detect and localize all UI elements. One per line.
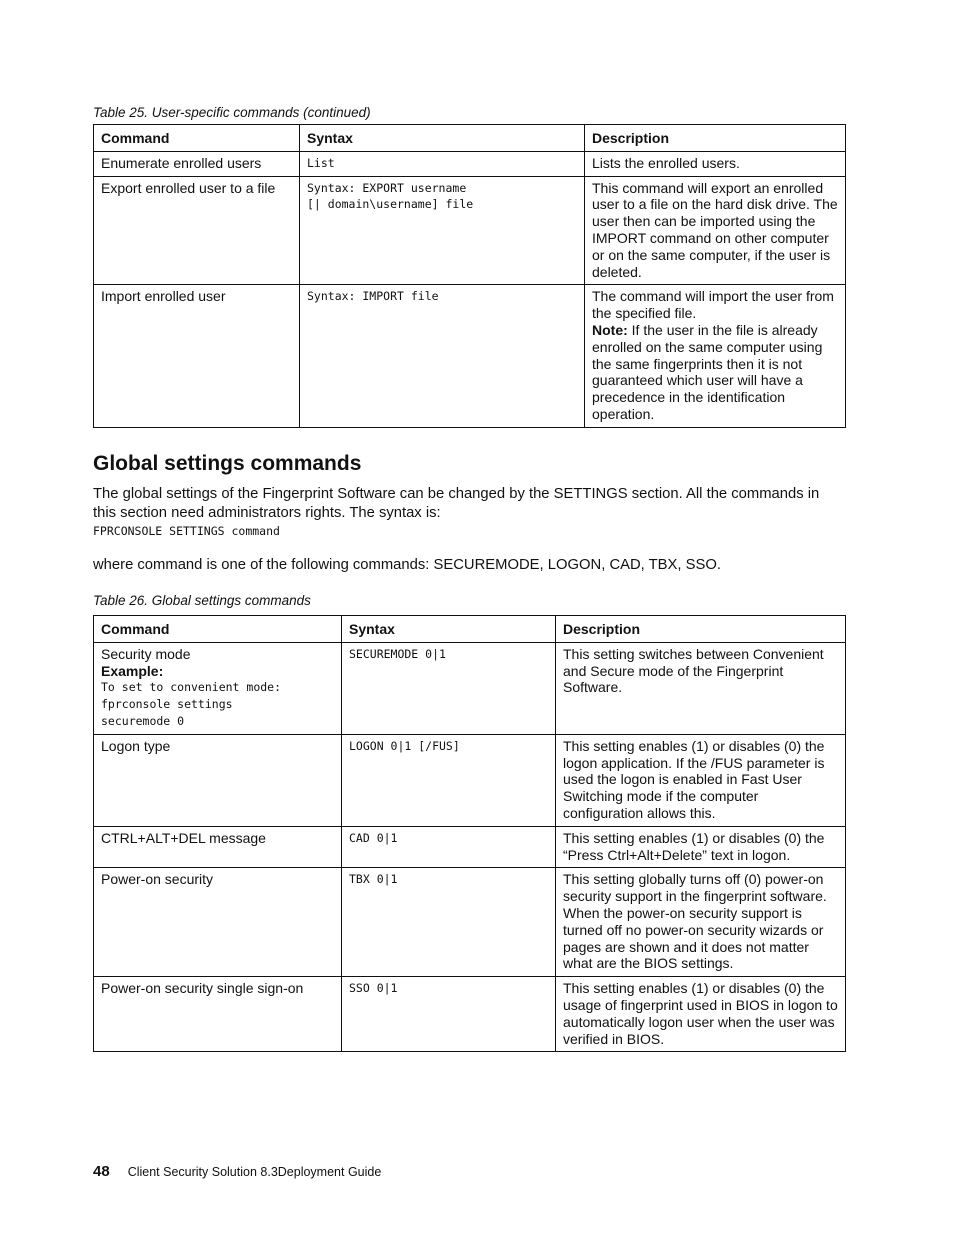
- description-text: The command will import the user from the specified file.: [592, 288, 834, 322]
- table-row: [94, 151, 846, 176]
- table-25: [93, 124, 846, 428]
- table-header-row: [94, 125, 846, 152]
- table-row: [94, 977, 846, 1052]
- command-cell: Logon type: [94, 734, 342, 826]
- command-cell: CTRL+ALT+DEL message: [94, 826, 342, 868]
- syntax-cell: SSO 0|1: [342, 977, 556, 1052]
- description-cell: [585, 285, 846, 427]
- syntax-line: List: [307, 155, 335, 170]
- table-26: [93, 615, 846, 1052]
- command-cell: Export enrolled user to a file: [94, 176, 300, 285]
- document-title: Client Security Solution 8.3Deployment Guide: [127, 1165, 382, 1179]
- syntax-cell: [300, 285, 585, 427]
- command-text: Security mode: [101, 645, 191, 662]
- description-cell: This setting switches between Convenient and Secure mode of the Fingerprint Software.: [556, 642, 846, 734]
- command-cell: Import enrolled user: [94, 285, 300, 427]
- syntax-cell: CAD 0|1: [342, 826, 556, 868]
- description-cell: This setting enables (1) or disables (0) the usage of fingerprint used in BIOS in logon to automatically logon user when the user was verified in BIOS.: [556, 977, 846, 1052]
- table-row: [94, 826, 846, 868]
- table-26-caption: Table 26. Global settings commands: [93, 593, 311, 608]
- example-label: Example:: [101, 662, 164, 679]
- example-line: securemode 0: [101, 713, 185, 728]
- command-cell: Power-on security single sign-on: [94, 977, 342, 1052]
- note-label: Note:: [592, 321, 628, 338]
- syntax-line: Syntax: IMPORT file: [307, 289, 439, 304]
- table-row: [94, 285, 846, 427]
- description-cell: This command will export an enrolled user to a file on the hard disk drive. The user then can be imported using the IMPORT command on other computer or on the same computer, if the user is deleted.: [585, 176, 846, 285]
- page-number: 48: [93, 1163, 110, 1180]
- table-row: [94, 176, 846, 285]
- syntax-cell: TBX 0|1: [342, 868, 556, 977]
- description-cell: This setting globally turns off (0) power-on security support in the fingerprint software. When the power-on security support is turned off no power-on security wizards or pages are shown and it does not matter what are the BIOS settings.: [556, 868, 846, 977]
- section-intro: The global settings of the Fingerprint Software can be changed by the SETTINGS section. All the commands in this section need administrators rights. The syntax is:: [93, 486, 820, 521]
- table-row: [94, 734, 846, 826]
- syntax-line: Syntax: EXPORT username: [307, 180, 467, 195]
- syntax-line: [| domain\username] file: [307, 197, 474, 212]
- page-footer: [93, 1163, 381, 1180]
- syntax-line: FPRCONSOLE SETTINGS command: [93, 524, 280, 538]
- section-heading: Global settings commands: [93, 452, 362, 475]
- column-header-command: Command: [94, 616, 342, 643]
- column-header-syntax: Syntax: [342, 616, 556, 643]
- column-header-command: Command: [94, 125, 300, 152]
- column-header-description: Description: [556, 616, 846, 643]
- command-cell: [94, 642, 342, 734]
- command-cell: Power-on security: [94, 868, 342, 977]
- column-header-syntax: Syntax: [300, 125, 585, 152]
- description-cell: This setting enables (1) or disables (0) the logon application. If the /FUS parameter is used the logon is enabled in Fast User Switching mode if the computer configuration allows this.: [556, 734, 846, 826]
- column-header-description: Description: [585, 125, 846, 152]
- description-cell: Lists the enrolled users.: [585, 151, 846, 176]
- table-row: [94, 868, 846, 977]
- table-25-caption: Table 25. User-specific commands (continued): [93, 105, 371, 120]
- command-cell: Enumerate enrolled users: [94, 151, 300, 176]
- syntax-cell: SECUREMODE 0|1: [342, 642, 556, 734]
- syntax-cell: [300, 151, 585, 176]
- table-header-row: [94, 616, 846, 643]
- table-row: [94, 642, 846, 734]
- example-line: To set to convenient mode:: [101, 680, 282, 695]
- example-line: fprconsole settings: [101, 697, 233, 712]
- syntax-cell: LOGON 0|1 [/FUS]: [342, 734, 556, 826]
- syntax-cell: [300, 176, 585, 285]
- note-text: If the user in the file is already enrolled on the same computer using the same fingerprints then it is not guaranteed which user will have a precedence in the identification operation.: [592, 321, 823, 422]
- description-cell: This setting enables (1) or disables (0) the “Press Ctrl+Alt+Delete” text in logon.: [556, 826, 846, 868]
- where-text: where command is one of the following commands: SECUREMODE, LOGON, CAD, TBX, SSO.: [93, 557, 721, 573]
